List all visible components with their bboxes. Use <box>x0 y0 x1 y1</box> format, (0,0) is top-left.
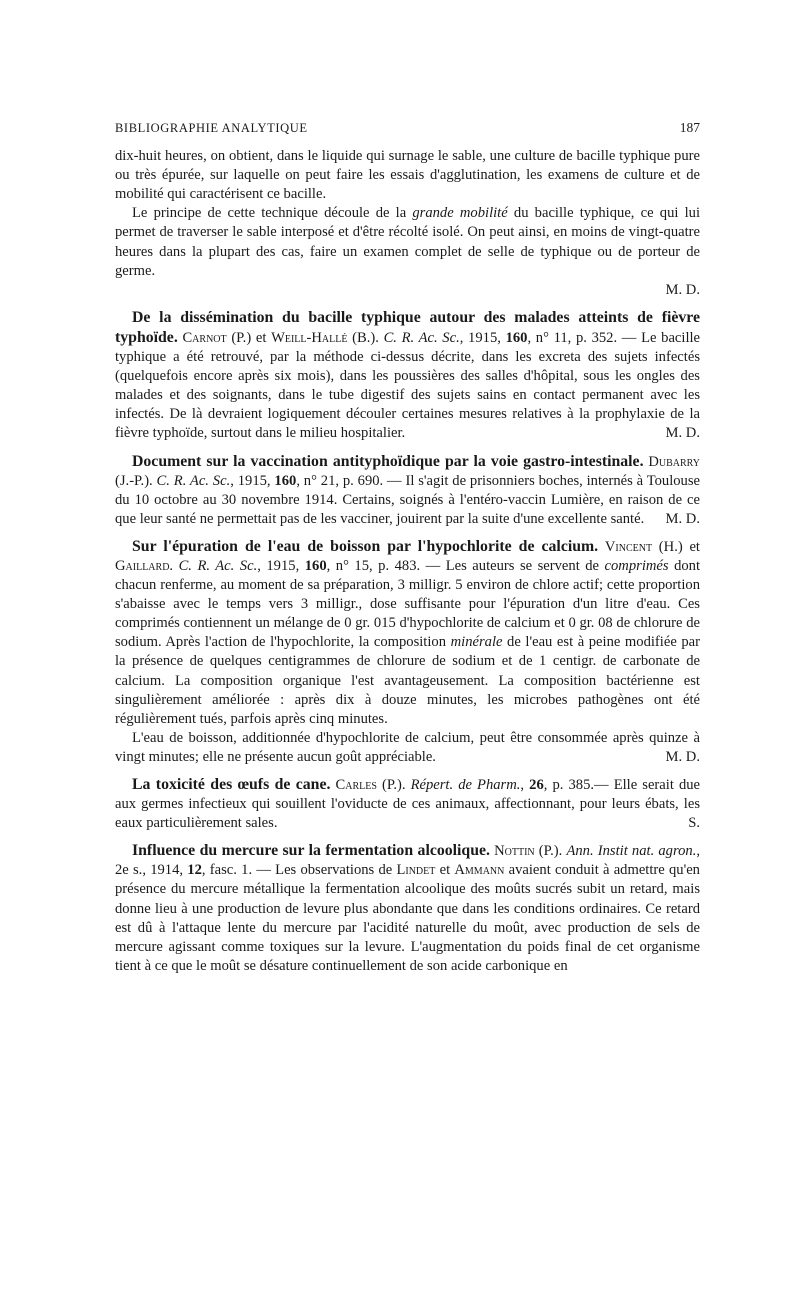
running-title: BIBLIOGRAPHIE ANALYTIQUE <box>115 121 308 135</box>
entry-text: La toxicité des œufs de cane. Carles (P.). Répert. de Pharm., 26, p. 385.— Elle serait due aux germes infectieux qui souillent l'oviducte de ces animaux, affectionnant, pour leurs ébats, les eaux particulièrement sales. S. <box>115 775 700 833</box>
volume: 26 <box>529 777 544 793</box>
page <box>115 118 700 976</box>
author: Vincent <box>604 538 653 555</box>
entry-body: avaient conduit à admettre qu'en présence du mercure métallique la fermentation alcoolique des moûts sucrés subit un retard, mais donne lieu à une production de levure plus abondante que dans les conditions ordinaires. Ce retard est dû à l'attaque lente du mercure par l'acidité naturelle du moût, avec production de sels de mercure agissant comme toxiques sur la levure. L'augmentation du poids final de cet organisme tient à ce que le moût se désature continuellement de son acide carbonique en <box>115 862 700 974</box>
entry-title: Sur l'épuration de l'eau de boisson par l'hypochlorite de calcium. <box>132 537 599 555</box>
entry-toxicite <box>115 775 700 833</box>
author: Carnot <box>182 329 227 346</box>
entry-text: Document sur la vaccination antityphoïdique par la voie gastro-intestinale. Dubarry (J.-P.). C. R. Ac. Sc., 1915, 160, n° 21, p. 690. — Il s'agit de prisonniers boches, internés à Toulouse du 10 octobre au 30 novembre 1914. Certains, soignés à l'entéro-vaccin Lumière, en raison de ce que leur santé ne permettait pas de les vacciner, jouirent par la suite d'une excellente santé. M. D. <box>115 452 700 529</box>
entry-body: L'eau de boisson, additionnée d'hypochlorite de calcium, peut être consommée après quinze à vingt minutes; elle ne présente aucun goût appréciable. <box>115 729 700 765</box>
entry-title: Influence du mercure sur la fermentation alcoolique. <box>132 842 490 860</box>
journal: Répert. de Pharm. <box>410 777 521 793</box>
author: Weill-Hallé <box>271 329 348 346</box>
running-header <box>115 118 700 138</box>
author: Nottin <box>494 843 535 860</box>
entry-mercure <box>115 841 700 976</box>
emphasis-minerale: minérale <box>450 634 503 651</box>
entry-title: De la dissémination du bacille typhique autour des malades atteints de fièvre typhoïde. <box>115 308 700 346</box>
entry-title: Document sur la vaccination antityphoïdique par la voie gastro-intestinale. <box>132 452 644 470</box>
journal: Ann. Instit nat. agron. <box>566 843 697 860</box>
journal: C. R. Ac. Sc. <box>156 472 231 489</box>
entry-text: De la dissémination du bacille typhique autour des malades atteints de fièvre typhoïde. Carnot (P.) et Weill-Hallé (B.). C. R. Ac. Sc., 1915, 160, n° 11, p. 352. — Le bacille typhique a été retrouvé, par la méthode ci-dessus décrite, dans les excreta des sujets infectés (quelquefois encore après six mois), dans les poussières des salles d'hôpital, sous les ongles des malades et des soignants, dans le tube digestif des sujets sains en contact permanent avec les infectés. De là devraient logiquement découler certaines mesures relatives à la prophylaxie de la fièvre typhoïde, surtout dans le milieu hospitalier. M. D. <box>115 308 700 444</box>
entry-title: La toxicité des œufs de cane. <box>132 776 331 793</box>
entry-text: Sur l'épuration de l'eau de boisson par l'hypochlorite de calcium. Vincent (H.) et Gaillard. C. R. Ac. Sc., 1915, 160, n° 15, p. 483. — Les auteurs se servent de comprimés dont chacun renferme, au moment de sa préparation, 3 milligr. 5 environ de chlore actif; cette proportion s'abaisse avec le temps vers 3 milligr., dose suffisante pour l'épuration d'un litre d'eau. Ces comprimés contiennent un mélange de 0 gr. 015 d'hypochlorite de calcium et 0 gr. 08 de chlorure de sodium. Après l'action de l'hypochlorite, la composition minérale de l'eau est à peine modifiée par la présence de quelques centigrammes de chlorure de sodium et de 1 centigr. de carbonate de calcium. La composition organique l'est avantageusement. La composition bactérienne est singulièrement améliorée : après dix à douze minutes, les microbes pathogènes ont été régulièrement tués, parfois après cinq minutes. <box>115 537 701 727</box>
author: Dubarry <box>648 453 700 470</box>
entry-text-continued <box>115 729 700 767</box>
cited-name: Lindet <box>396 862 436 879</box>
entry-body: Le bacille typhique a été retrouvé, par la méthode ci-dessus décrite, dans les excreta des sujets infectés (quelquefois encore après six mois), dans les poussières des salles d'hôpital, sous les ongles des malades et des soignants, dans le tube digestif des sujets sains en contact permanent avec les infectés. De là devraient logiquement découler certaines mesures relatives à la prophylaxie de la fièvre typhoïde, surtout dans le milieu hospitalier. <box>115 329 701 442</box>
entry-dissemination <box>115 308 700 444</box>
entry-epuration <box>115 537 700 767</box>
journal: C. R. Ac. Sc. <box>383 329 460 346</box>
emphasis-grande-mobilite: grande mobilité <box>412 205 508 222</box>
emphasis-comprimes: comprimés <box>604 557 669 574</box>
signature: M. D. <box>665 425 700 442</box>
journal: C. R. Ac. Sc. <box>178 557 258 574</box>
continuation-paragraph-1: dix-huit heures, on obtient, dans le liquide qui surnage le sable, une culture de bacille typhique pure ou très épurée, sur laquelle on peut faire les essais d'agglutination, les examens de culture et de mobilité qui caractérisent ce bacille. <box>115 148 700 203</box>
author: Carles <box>335 777 377 793</box>
page-number: 187 <box>679 120 700 135</box>
entry-text: Influence du mercure sur la fermentation alcoolique. Nottin (P.). Ann. Instit nat. agron., 2e s., 1914, 12, fasc. 1. — Les observations de Lindet et Ammann avaient conduit à admettre qu'en présence du mercure métallique la fermentation alcoolique des moûts sucrés subit un retard, mais donne lieu à une production de levure plus abondante que dans les conditions ordinaires. Ce retard est dû à l'attaque lente du mercure par l'acidité naturelle du moût, avec production de sels de mercure agissant comme toxiques sur la levure. L'augmentation du poids final de cet organisme tient à ce que le moût se désature continuellement de son acide carbonique en <box>115 842 700 974</box>
entry-body: Elle serait due aux germes infectieux qui souillent l'oviducte de ces animaux, affectionnant, pour leurs ébats, les eaux particulièrement sales. <box>115 777 701 832</box>
volume: 12 <box>187 862 202 879</box>
signature: S. <box>688 815 700 832</box>
signature: M. D. <box>665 748 700 765</box>
volume: 160 <box>274 472 297 489</box>
entry-body: Il s'agit de prisonniers boches, internés à Toulouse du 10 octobre au 30 novembre 1914. Certains, soignés à l'entéro-vaccin Lumière, en raison de ce que leur santé ne permettait pas de les vacciner, jouirent par la suite d'une excellente santé. <box>115 472 701 527</box>
volume: 160 <box>505 329 528 346</box>
signature: M. D. <box>665 510 700 527</box>
volume: 160 <box>304 557 327 574</box>
author: Gaillard <box>115 557 170 574</box>
entry-vaccination <box>115 452 700 529</box>
signature-continuation: M. D. <box>665 281 700 298</box>
continuation-paragraph-2: Le principe de cette technique découle de la grande mobilité du bacille typhique, ce qui lui permet de traverser le sable interposé et d'être récolté isolé. On peut ainsi, en moins de vingt-quatre heures dans la plupart des cas, faire un examen complet de selle de typhique ou de porteur de germe. <box>115 205 700 279</box>
cited-name: Ammann <box>454 862 505 879</box>
